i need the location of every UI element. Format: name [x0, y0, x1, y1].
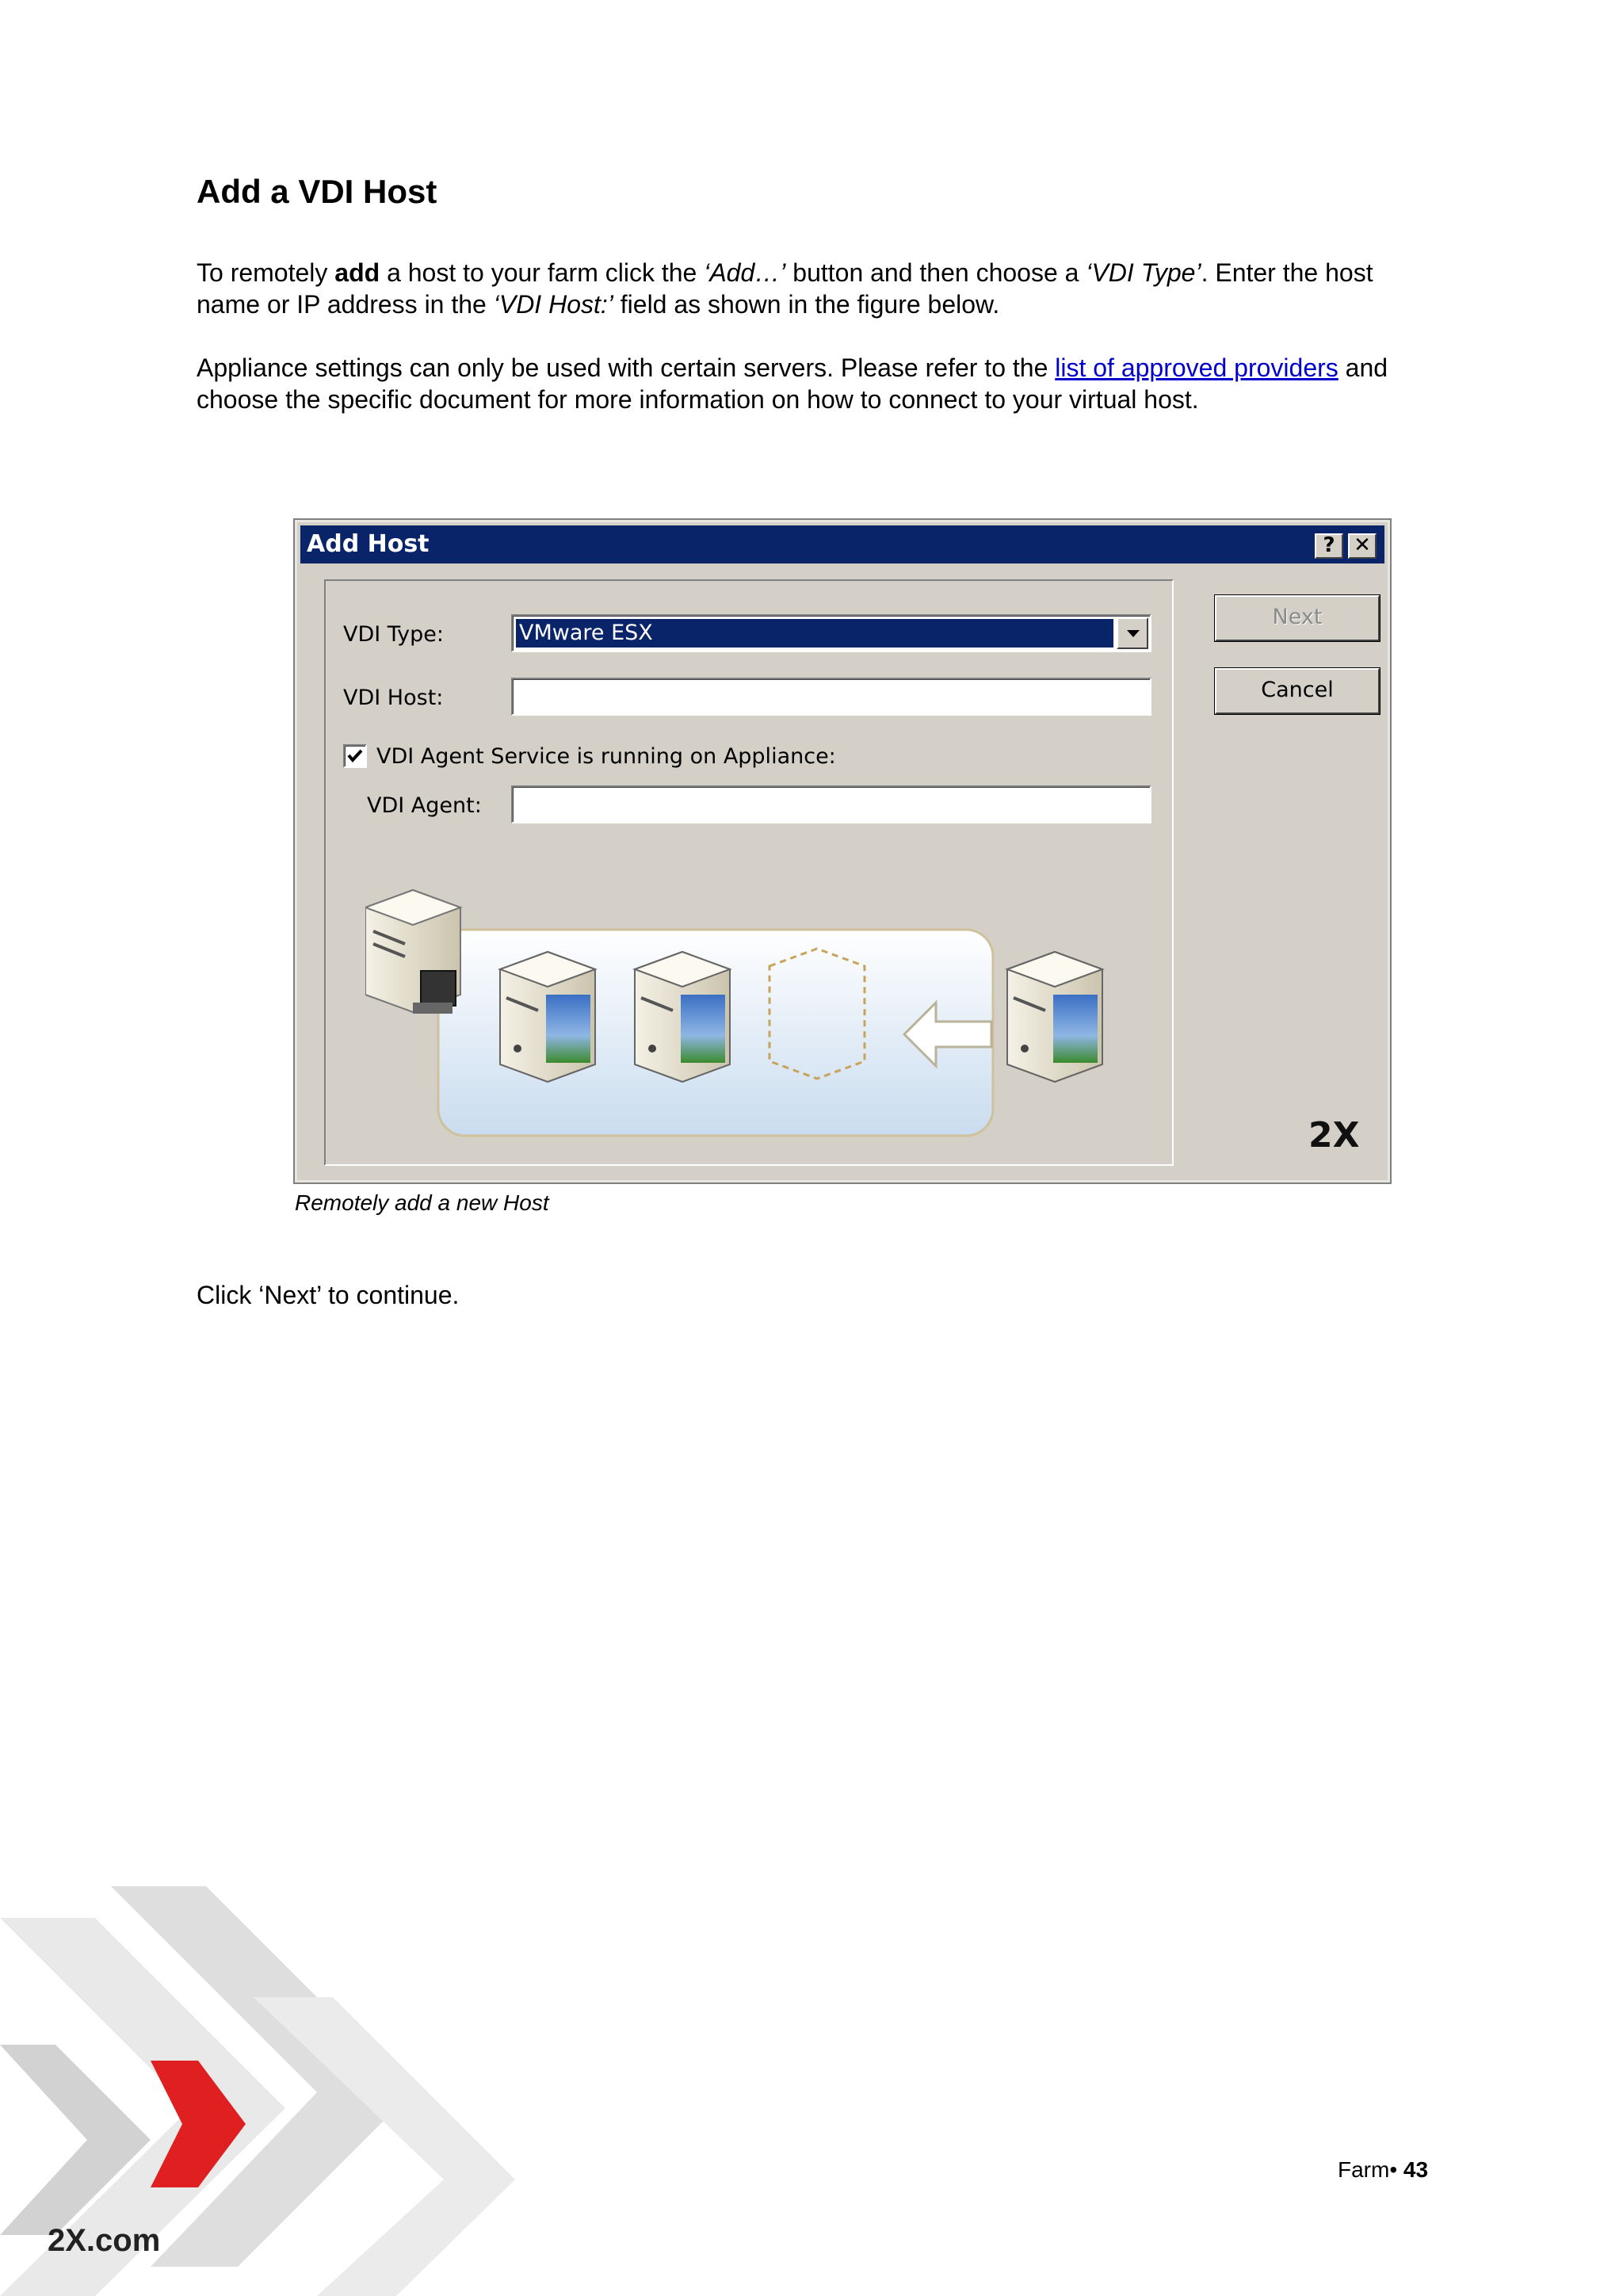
vm-host-icon — [500, 952, 595, 1082]
checkmark-icon — [345, 746, 365, 766]
dialog-titlebar — [300, 525, 1384, 563]
close-icon: ✕ — [1354, 533, 1371, 557]
text: . Enter the host name or IP address in the — [197, 258, 1373, 319]
approved-providers-link[interactable]: list of approved providers — [1055, 353, 1338, 382]
text: Appliance settings can only be used with certain servers. Please refer to the — [197, 353, 1056, 382]
2x-logo — [1308, 1114, 1380, 1153]
vdi-agent-input[interactable] — [511, 785, 1151, 823]
vdi-agent-label: VDI Agent: — [367, 793, 482, 818]
svg-text:2X: 2X — [1308, 1115, 1360, 1153]
text: button and then choose a — [785, 258, 1086, 287]
agent-service-label: VDI Agent Service is running on Appliance: — [376, 744, 836, 769]
add-host-dialog — [295, 520, 1390, 1182]
vdi-illustration — [365, 876, 1158, 1145]
vdi-type-select[interactable] — [511, 614, 1151, 652]
text: To remotely — [197, 258, 335, 287]
vm-host-icon — [635, 952, 730, 1082]
help-button[interactable]: ? — [1315, 533, 1343, 559]
vdi-host-input[interactable] — [511, 678, 1151, 716]
vdi-type-label: VDI Type: — [343, 622, 444, 647]
footer-section: Farm — [1338, 2157, 1390, 2182]
agent-server-icon — [365, 890, 460, 1014]
agent-service-checkbox[interactable] — [343, 744, 367, 768]
page-heading: Add a VDI Host — [197, 173, 437, 210]
italic-text: ‘VDI Host:’ — [493, 290, 613, 319]
italic-text: ‘Add…’ — [704, 258, 786, 287]
dialog-panel — [324, 579, 1174, 1166]
cancel-button[interactable]: Cancel — [1215, 668, 1380, 714]
appliance-paragraph — [197, 352, 1433, 415]
page-number: 43 — [1403, 2157, 1429, 2182]
brand-wordmark: 2X.com — [48, 2223, 161, 2258]
vdi-type-value: VMware ESX — [516, 619, 1113, 648]
text: field as shown in the figure below. — [613, 290, 1000, 319]
next-button[interactable]: Next — [1215, 595, 1380, 641]
dialog-title: Add Host — [307, 530, 430, 558]
close-button[interactable] — [1348, 533, 1377, 559]
vdi-host-label: VDI Host: — [343, 686, 444, 710]
footer-separator: • — [1389, 2157, 1398, 2182]
text: a host to your farm click the — [380, 258, 705, 287]
figure-caption: Remotely add a new Host — [295, 1190, 549, 1215]
intro-paragraph — [197, 257, 1433, 320]
bold-text: add — [334, 258, 380, 287]
continue-paragraph: Click ‘Next’ to continue. — [197, 1281, 460, 1309]
page-footer — [1338, 2157, 1428, 2183]
text: and choose the specific document for more information on how to connect to your virtual host. — [197, 353, 1388, 414]
brand-chevrons — [0, 1886, 555, 2296]
new-host-icon — [1007, 952, 1102, 1082]
italic-text: ‘VDI Type’ — [1086, 258, 1201, 287]
chevron-down-icon[interactable] — [1117, 617, 1148, 649]
